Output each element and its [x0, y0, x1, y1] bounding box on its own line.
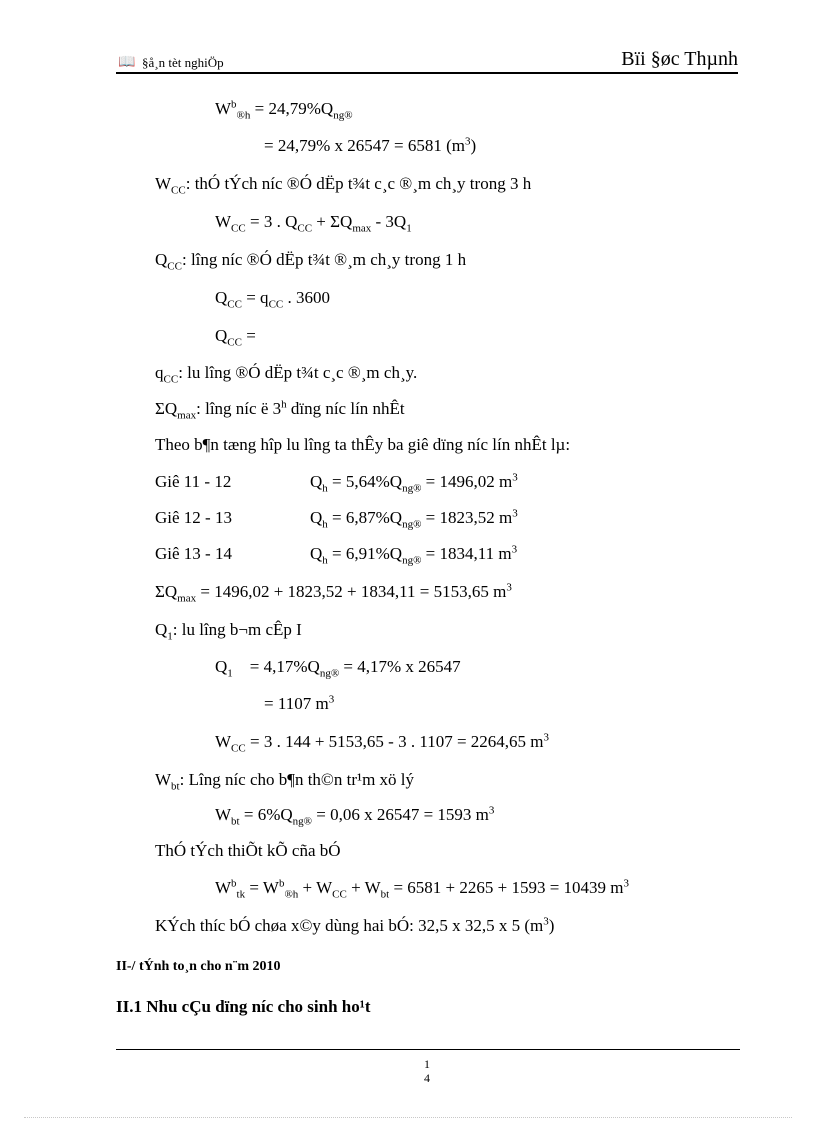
footer-rule — [116, 1049, 740, 1050]
text-line: $W_{bt}$: Lîng níc cho b¶n th©n tr¹m xö lý — [155, 770, 415, 793]
subsection-heading: II.1 Nhu cÇu dïng níc cho sinh ho¹t — [116, 997, 371, 1016]
book-icon: 📖 — [118, 55, 136, 70]
formula-line: = 24,79% x 26547 = 6581 $(m^3)$ — [264, 135, 477, 155]
formula-line: $Q_1$ = $4,17\%Q_{ng®} = 4,17\%$ x 26547 — [215, 657, 461, 680]
hour-row: Giê 11 - 12 $Q_h = 5,64\%Q_{ng®} = 1496,02$ $m^3$ — [155, 471, 518, 495]
hour-row: Giê 13 - 14 $Q_h = 6,91\%Q_{ng®} = 1834,11$ $m^3$ — [155, 543, 518, 567]
header-author: Bïi §øc Thµnh — [621, 48, 738, 70]
page-edge — [24, 1117, 792, 1118]
page-number-bottom: 4 — [424, 1071, 430, 1085]
text-line: $Q_1$: lu lîng b¬m cÊp I — [155, 620, 302, 643]
text-line: Theo b¶n tæng hîp lu lîng ta thÊy ba giê dïng níc lín nhÊt lµ: — [155, 435, 571, 454]
formula-line: $W^b_{tk} = W^b_{®h} + W_{CC} + W_{bt} = 6581 + 2265 + 1593 = 10439$ $m^3$ — [215, 877, 630, 901]
header-left-text: §å¸n tèt nghiÖp — [142, 55, 224, 70]
text-line: ThÓ tÝch thiÕt kÕ cña bÓ — [155, 841, 341, 860]
section-heading: II-/ tÝnh to¸n cho n¨m 2010 — [116, 959, 281, 974]
text-line: $q_{CC}$: lu lîng ®Ó dËp t¾t c¸c ®¸m ch¸y. — [155, 363, 418, 386]
formula-line: $W^b_{®h} = 24,79\%Q_{ng®}$ — [215, 98, 353, 122]
text-line: KÝch thíc bÓ chøa x©y dùng hai bÓ: 32,5 x 32,5 x 5 $(m^3)$ — [155, 915, 555, 935]
formula-line: $\Sigma Q_{max} = 1496,02 + 1823,52 + 1834,11 = 5153,65$ $m^3$ — [155, 581, 512, 605]
page-header — [116, 48, 738, 74]
page-number-top: 1 — [424, 1057, 430, 1071]
formula-line: $Q_{CC}$ = — [215, 326, 256, 349]
formula-line: $Q_{CC} = q_{CC}$ . 3600 — [215, 288, 330, 311]
formula-line: $W_{CC} = 3$ . 144 + 5153,65 - 3 . 1107 = 2264,65 $m^3$ — [215, 731, 549, 755]
hour-row: Giê 12 - 13 $Q_h = 6,87\%Q_{ng®} = 1823,52$ $m^3$ — [155, 507, 518, 531]
formula-line: = 1107 $m^3$ — [264, 693, 335, 713]
text-line: $\Sigma Q_{max}$: lîng níc ë 3$^h$ dïng níc lín nhÊt — [155, 398, 405, 422]
formula-line: $W_{CC} = 3$ . $Q_{CC} + \Sigma Q_{max} - 3Q_1$ — [215, 212, 412, 235]
text-line: $W_{CC}$: thÓ tÝch níc ®Ó dËp t¾t c¸c ®¸m ch¸y trong 3 h — [155, 174, 532, 197]
formula-line: $W_{bt} = 6\%Q_{ng®} = 0,06$ x 26547 = 1593 $m^3$ — [215, 804, 495, 828]
text-line: $Q_{CC}$: lîng níc ®Ó dËp t¾t ®¸m ch¸y trong 1 h — [155, 250, 467, 273]
